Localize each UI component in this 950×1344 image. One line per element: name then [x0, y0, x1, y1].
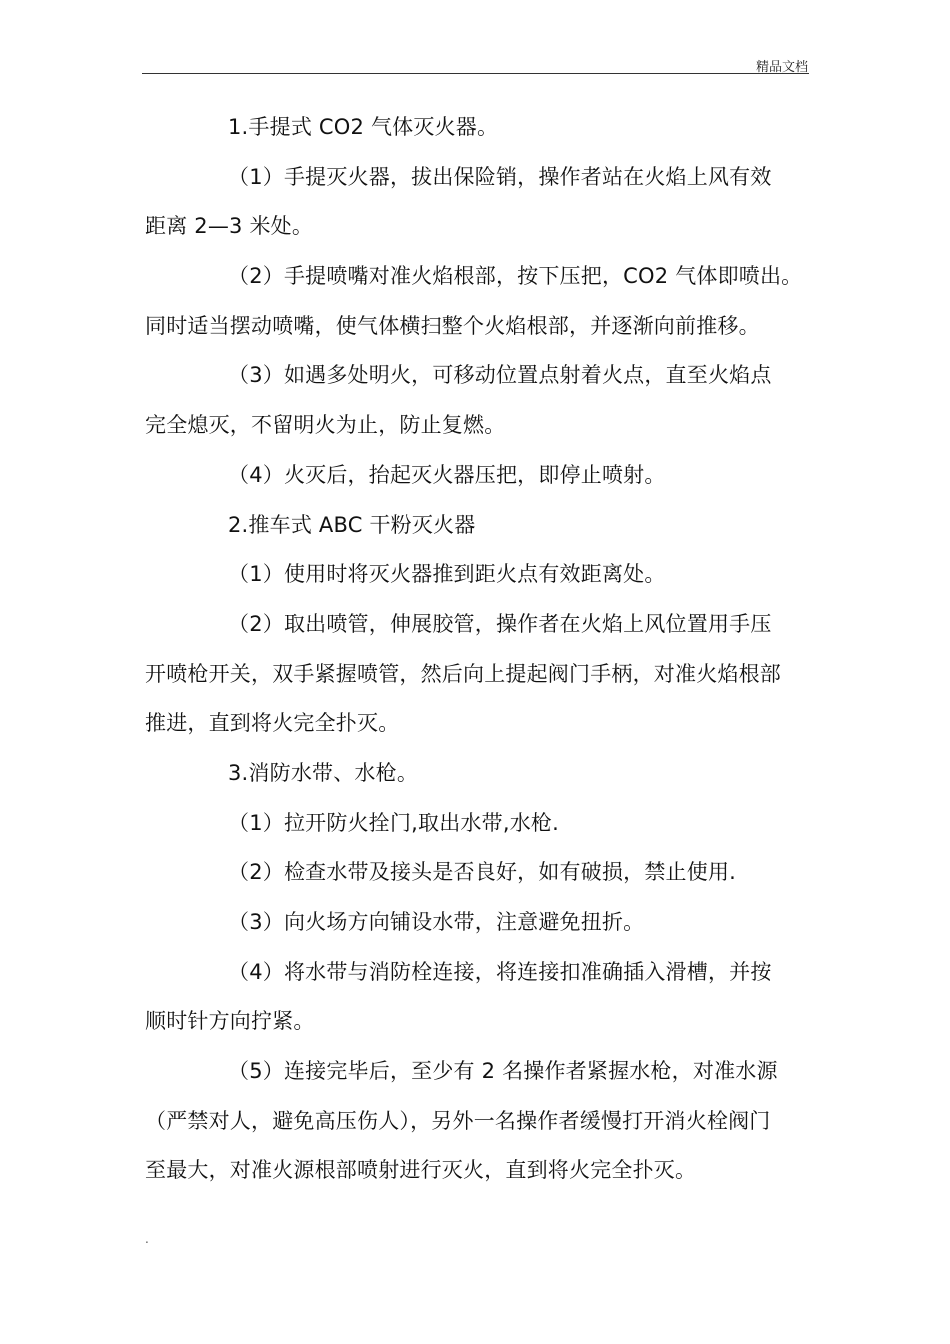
paragraph-line: （2）检查水带及接头是否良好，如有破损，禁止使用. [228, 860, 737, 885]
paragraph-line: （2）取出喷管，伸展胶管，操作者在火焰上风位置用手压 [228, 611, 772, 636]
paragraph-line: 完全熄灭，不留明火为止，防止复燃。 [145, 413, 506, 438]
paragraph-line: 顺时针方向拧紧。 [145, 1009, 315, 1034]
paragraph-line: 同时适当摆动喷嘴，使气体横扫整个火焰根部，并逐渐向前推移。 [145, 313, 760, 338]
header-label: 精品文档 [755, 60, 808, 75]
paragraph-line: （3）向火场方向铺设水带，注意避免扭折。 [228, 910, 645, 934]
paragraph-line: （严禁对人，避免高压伤人），另外一名操作者缓慢打开消火栓阀门 [145, 1108, 771, 1133]
paragraph-line: 距离 2—3 米处。 [145, 214, 314, 239]
header-rule [142, 73, 809, 74]
paragraph-line: （4）火灭后，抬起灭火器压把，即停止喷射。 [228, 462, 666, 487]
paragraph-line: （4）将水带与消防栓连接，将连接扣准确插入滑槽，并按 [228, 959, 772, 984]
paragraph-line: 推进，直到将火完全扑灭。 [145, 711, 400, 736]
section-heading-abc: 2.推车式 ABC 干粉灭火器 [228, 512, 476, 537]
paragraph-line: 至最大，对准火源根部喷射进行灭火，直到将火完全扑灭。 [145, 1158, 697, 1183]
paragraph-line: （1）手提灭火器，拔出保险销，操作者站在火焰上风有效 [228, 164, 772, 189]
footer-mark: . [145, 1232, 149, 1246]
paragraph-line: （3）如遇多处明火，可移动位置点射着火点，直至火焰点 [228, 363, 772, 388]
document-body [145, 103, 825, 1196]
section-heading-co2: 1.手提式 CO2 气体灭火器。 [228, 115, 499, 139]
paragraph-line: （2）手提喷嘴对准火焰根部，按下压把，CO2 气体即喷出。 [228, 264, 803, 289]
paragraph-line: 开喷枪开关，双手紧握喷管，然后向上提起阀门手柄，对准火焰根部 [145, 661, 781, 686]
paragraph-line: （1）拉开防火拴门,取出水带,水枪. [228, 810, 559, 835]
section-heading-hose: 3.消防水带、水枪。 [228, 760, 419, 785]
paragraph-line: （1）使用时将灭火器推到距火点有效距离处。 [228, 562, 666, 587]
paragraph-line: （5）连接完毕后，至少有 2 名操作者紧握水枪，对准水源 [228, 1059, 778, 1084]
